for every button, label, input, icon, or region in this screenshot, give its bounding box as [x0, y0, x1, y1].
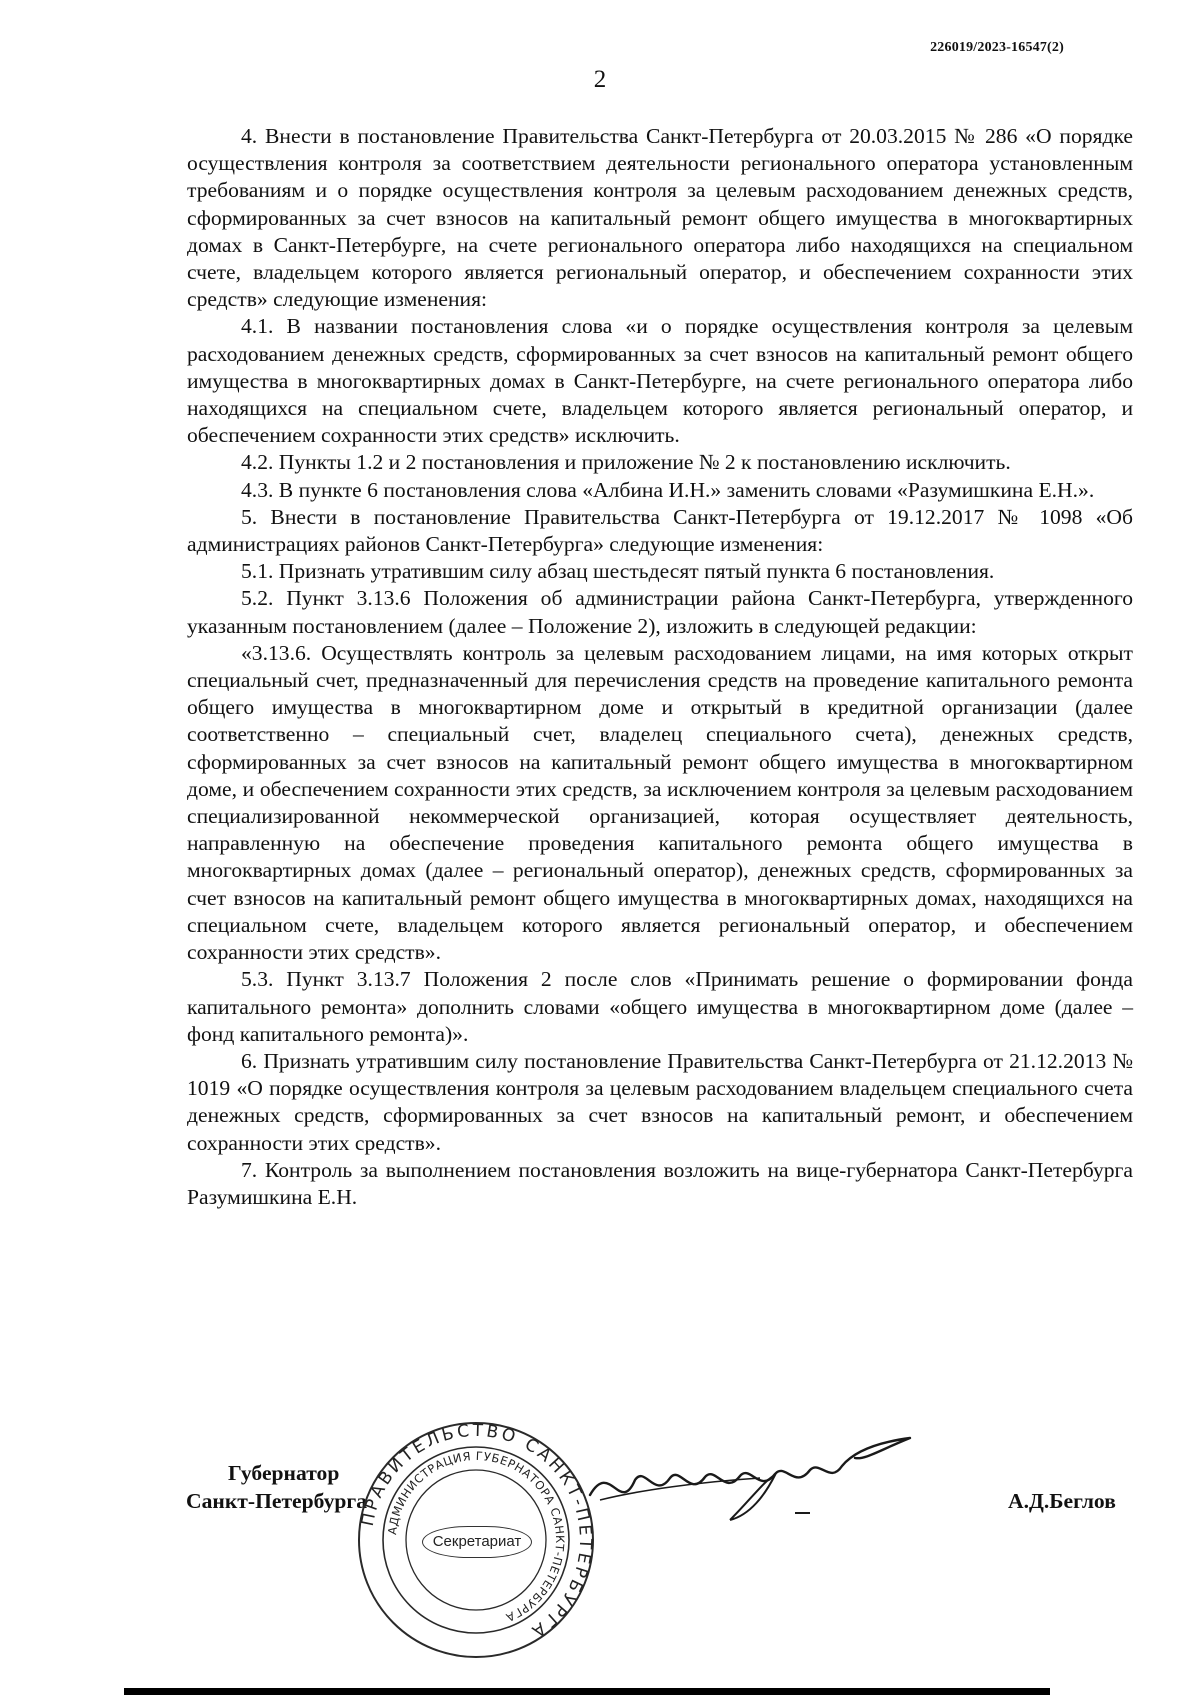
- seal-outer-text: ПРАВИТЕЛЬСТВО САНКТ-ПЕТЕРБУРГА: [357, 1420, 596, 1643]
- seal-center-label: Секретариат: [422, 1526, 532, 1558]
- signatory-title-region: Санкт-Петербурга: [186, 1489, 368, 1513]
- scan-bottom-edge-bar: [124, 1688, 1050, 1695]
- paragraph-6: 6. Признать утратившим силу постановление Правительства Санкт-Петербурга от 21.12.2013 № 1019 «О порядке осуществления контроля за целевым расходованием владельцем специального счета денежных средств, сформированных за счет взносов на капитальный ремонт, и обеспечением сохранности этих средств».: [187, 1048, 1133, 1155]
- paragraph-5: 5. Внести в постановление Правительства Санкт-Петербурга от 19.12.2017 № 1098 «Об администрациях районов Санкт-Петербурга» следующие изменения:: [187, 504, 1133, 557]
- paragraph-4-2: 4.2. Пункты 1.2 и 2 постановления и приложение № 2 к постановлению исключить.: [241, 450, 1011, 475]
- paragraph-4-1: 4.1. В названии постановления слова «и о порядке осуществления контроля за целевым расходованием денежных средств, сформированных за счет взносов на капитальный ремонт общего имущества в многоквартирных домах в Санкт-Петербурге, на счете регионального оператора либо находящихся на специальном счете, владельцем которого является региональный оператор, и обеспечением сохранности этих средств» исключить.: [187, 314, 1133, 448]
- paragraph-7: 7. Контроль за выполнением постановления возложить на вице-губернатора Санкт-Петербурга Разумишкина Е.Н.: [187, 1157, 1133, 1209]
- seal-middle-text: АДМИНИСТРАЦИЯ ГУБЕРНАТОРА САНКТ-ПЕТЕРБУРГА: [385, 1448, 568, 1625]
- page-number: 2: [593, 66, 607, 93]
- paragraph-4: 4. Внести в постановление Правительства Санкт-Петербурга от 20.03.2015 № 286 «О порядке осуществления контроля за соответствием деятельности регионального оператора установленным требованиям и о порядке осуществления контроля за целевым расходованием денежных средств, сформированных за счет взносов на капитальный ремонт общего имущества в многоквартирных домах в Санкт-Петербурге, на счете регионального оператора либо находящихся на специальном счете, владельцем которого является региональный оператор, и обеспечением сохранности этих средств» следующие изменения:: [187, 124, 1133, 312]
- signatory-name: А.Д.Беглов: [1008, 1489, 1116, 1513]
- paragraph-3-13-6-quote: «3.13.6. Осуществлять контроль за целевым расходованием лицами, на имя которых открыт специальный счет, предназначенный для перечисления средств на проведение капитального ремонта общего имущества в многоквартирном доме и открытый в кредитной организации (далее соответственно – специальный счет, владелец специального счета), денежных средств, сформированных за счет взносов на капитальный ремонт общего имущества в многоквартирном доме, и обеспечением сохранности этих средств, за исключением контроля за целевым расходованием специализированной некоммерческой организацией, которая осуществляет деятельность, направленную на обеспечение проведения капитального ремонта общего имущества в многоквартирных домах (далее – региональный оператор), денежных средств, сформированных за счет взносов на капитальный ремонт общего имущества в многоквартирных домах, находящихся на специальном счете, владельцем которого является региональный оператор, и обеспечением сохранности этих средств».: [187, 640, 1133, 965]
- document-body: [187, 123, 1133, 1211]
- handwritten-signature: [580, 1420, 950, 1540]
- paragraph-4-3: 4.3. В пункте 6 постановления слова «Албина И.Н.» заменить словами «Разумишкина Е.Н.».: [241, 477, 1095, 502]
- paragraph-5-1: 5.1. Признать утратившим силу абзац шестьдесят пятый пункта 6 постановления.: [241, 559, 995, 584]
- signatory-title: Губернатор: [228, 1461, 340, 1485]
- paragraph-5-2: 5.2. Пункт 3.13.6 Положения об администрации района Санкт-Петербурга, утвержденного указанным постановлением (далее – Положение 2), изложить в следующей редакции:: [187, 586, 1133, 638]
- signature-block: [0, 1420, 1200, 1670]
- paragraph-5-3: 5.3. Пункт 3.13.7 Положения 2 после слов «Принимать решение о формировании фонда капитального ремонта» дополнить словами «общего имущества в многоквартирном доме (далее – фонд капитального ремонта)».: [187, 967, 1133, 1046]
- document-registration-number: 226019/2023-16547(2): [930, 40, 1064, 55]
